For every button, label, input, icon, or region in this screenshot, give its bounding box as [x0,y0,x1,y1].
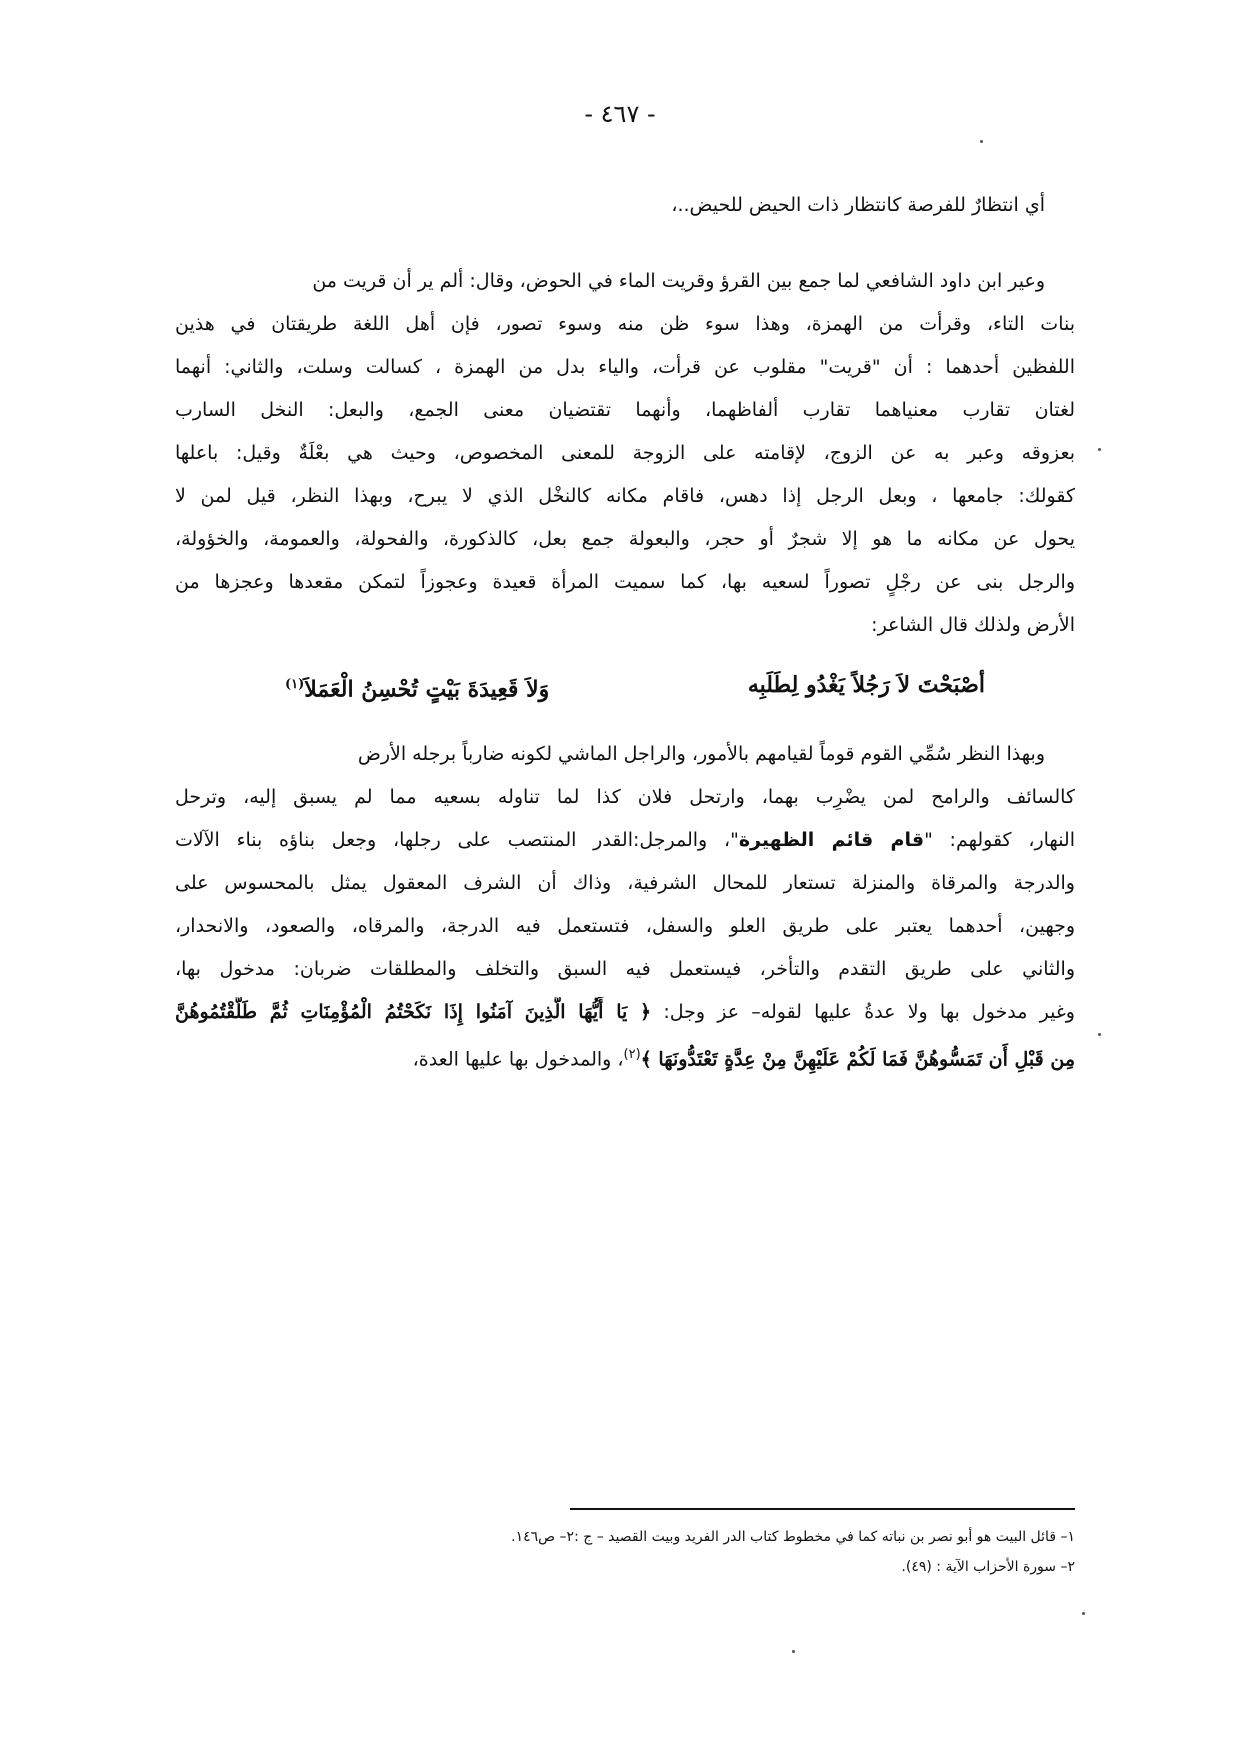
text-line: وجهين، أحدهما يعتبر على طريق العلو والسفل، فتستعمل فيه الدرجة، والمرقاه، والصعود، والانحدار، [175,915,1075,937]
footnote-ref-1: (١) [285,677,305,692]
text-line: كالسائف والرامح لمن يضْرِب بهما، وارتحل فلان كذا لما تناوله بسعيه مما لم يسبق إليه، وترحل [175,786,1075,808]
text-line [175,1040,1075,1083]
text-segment: ، والمدخول بها عليها العدة، [412,1048,624,1071]
text-line: بنات التاء، وقرأت من الهمزة، وهذا سوء ظن منه وسوء تصور، فإن أهل اللغة طريقتان في هذين [175,313,1075,335]
text-segment: النهار، كقولهم: " [924,829,1075,851]
verse-second-hemistich [285,665,549,725]
text-line: والثاني على طريق التقدم والتأخر، فيستعمل فيه السبق والتخلف والمطلقات ضربان: مدخول بها، [175,958,1075,980]
footnotes [175,1522,1075,1582]
text-line: والرجل بنى عن رجْلٍ تصوراً لسعيه بها، كما سميت المرأة قعيدة وعجوزاً لتمكن مقعدها وعجزها من [175,571,1075,593]
scan-speck [1098,1033,1101,1036]
footnote-divider [570,1508,1075,1510]
text-line [175,997,1075,1040]
verse-first-hemistich: أصْبَحْتَ لاَ رَجُلاً يَغْدُو لِطَلَبِه [747,672,985,698]
scan-speck [980,140,983,143]
text-line: بعزوقه وعبر به عن الزوج، لإقامته على الزوجة للمعنى المخصوص، وحيث هي بعْلَةٌ وقيل: باعلها [175,442,1075,464]
text-line: يحول عن مكانه ما هو إلا شجرٌ أو حجر، والبعولة جمع بعل، كالذكورة، والفحولة، والعمومة، والخؤولة، [175,528,1075,550]
text-line: وبهذا النظر سُمِّي القوم قوماً لقيامهم بالأمور، والراجل الماشي لكونه ضارباً برجله الأرض [357,743,1045,765]
paragraph-gap [175,233,1075,266]
text-line: الأرض ولذلك قال الشاعر: [871,614,1075,636]
page-number: - ٤٦٧ - [584,100,656,128]
quran-verse: ﴿ يَا أَيُّهَا الَّذِينَ آمَنُوا إِذَا نَكَحْتُمُ الْمُؤْمِنَاتِ ثُمَّ طَلَّقْتُمُوهُنَّ [175,1001,652,1023]
text-segment: وغير مدخول بها ولا عدةُ عليها لقوله– عز وجل: [651,1001,1075,1023]
text-line: اللفظين أحدهما : أن "قريت" مقلوب عن قرأت، والياء بدل من الهمزة ، كسالت وسلت، والثاني: أنهما [175,356,1075,378]
text-line [175,825,1075,868]
scan-speck [792,1650,795,1653]
text-line: أي انتظارٌ للفرصة كانتظار ذات الحيض للحيض..، [671,194,1045,216]
footnote-2: ٢– سورة الأحزاب الآية : (٤٩). [901,1559,1075,1575]
text-line: كقولك: جامعها ، وبعل الرجل إذا دهس، فاقام مكانه كالنخْل الذي لا يبرح، وبهذا النظر، قيل لمن لا [175,485,1075,507]
text-line: والدرجة والمرقاة والمنزلة تستعار للمحال الشرفية، وذاك أن الشرف المعقول يمثل بالمحسوس على [175,872,1075,894]
poetry-verse [175,665,1075,725]
quran-verse: مِن قَبْلِ أَن تَمَسُّوهُنَّ فَمَا لَكُمْ عَلَيْهِنَّ مِنْ عِدَّةٍ تَعْتَدُّونَهَا ﴾ [640,1048,1075,1071]
text-line: لغتان تقارب معنياهما تقارب ألفاظهما، وأنهما تقتضيان معنى الجمع، والبعل: النخل السارب [175,399,1075,421]
text-line: وعير ابن داود الشافعي لما جمع بين القرؤ وقريت الماء في الحوض، وقال: ألم ير أن قريت من [312,270,1045,292]
footnote-ref-2: (٢) [623,1047,641,1062]
verse-second-hemistich-text: وَلاَ قَعِيدَةَ بَيْتٍ تُحْسِنُ الْعَمَلاَ [304,676,550,703]
main-text [175,190,1075,1083]
scan-speck [1082,1612,1085,1615]
footnote-1: ١– قائل البيت هو أبو نصر بن نباته كما في مخطوط كتاب الدر الفريد وبيت القصيد – ج :٢– ص١٤٦. [511,1529,1075,1545]
scan-speck [1098,448,1101,451]
bold-phrase: قام قائم الظهيرة [738,829,925,851]
text-segment: "، والمرجل:القدر المنتصب على رجلها، وجعل بناؤه بناء الآلات [175,829,739,851]
